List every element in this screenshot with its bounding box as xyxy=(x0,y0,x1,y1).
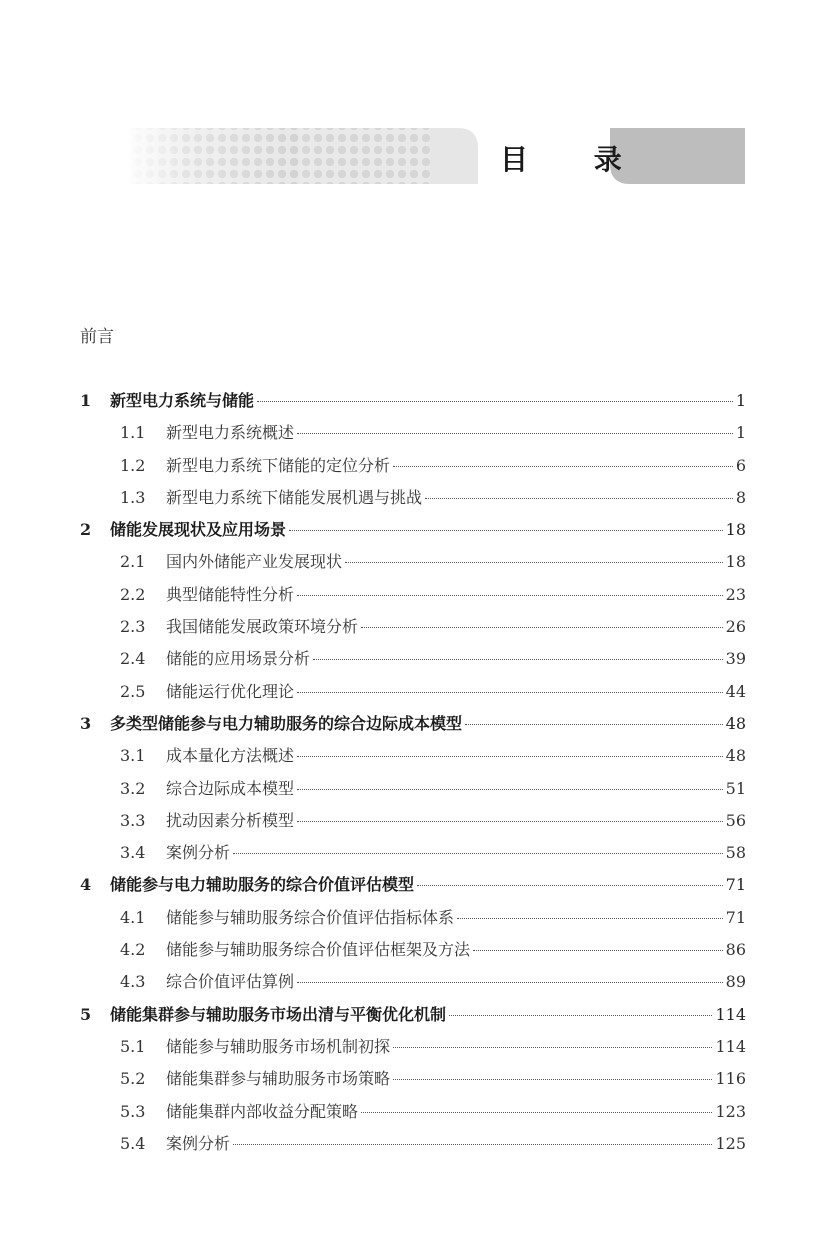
dot-leader xyxy=(297,789,723,790)
section-entry[interactable] xyxy=(80,966,746,998)
chapter-page-number: 114 xyxy=(715,1004,746,1024)
section-title: 新型电力系统下储能发展机遇与挑战 xyxy=(166,487,423,507)
chapter-page-number: 48 xyxy=(725,713,746,733)
chapter-entry[interactable] xyxy=(80,999,746,1031)
chapter-entry[interactable] xyxy=(80,869,746,901)
chapter-number: 4 xyxy=(80,875,92,895)
dot-leader xyxy=(297,756,723,757)
chapter-entry[interactable] xyxy=(80,385,746,417)
section-title: 储能运行优化理论 xyxy=(166,681,295,701)
section-title: 国内外储能产业发展现状 xyxy=(166,552,343,572)
dot-leader xyxy=(297,692,723,693)
section-page-number: 8 xyxy=(735,487,746,507)
section-number: 3.3 xyxy=(120,810,146,830)
dot-leader xyxy=(449,1015,712,1016)
dot-leader xyxy=(393,1079,712,1080)
section-page-number: 18 xyxy=(725,552,746,572)
section-number: 5.3 xyxy=(120,1101,146,1121)
section-entry[interactable] xyxy=(80,773,746,805)
chapter-entry[interactable] xyxy=(80,514,746,546)
section-page-number: 58 xyxy=(725,843,746,863)
dot-leader xyxy=(393,1047,712,1048)
section-entry[interactable] xyxy=(80,805,746,837)
section-number: 2.3 xyxy=(120,617,146,637)
section-title: 成本量化方法概述 xyxy=(166,746,295,766)
section-page-number: 86 xyxy=(725,940,746,960)
section-page-number: 56 xyxy=(725,810,746,830)
decorative-dot-pattern xyxy=(0,0,822,200)
page-title: 目 录 xyxy=(500,143,650,176)
chapter-title: 储能发展现状及应用场景 xyxy=(110,520,287,540)
section-entry[interactable] xyxy=(80,902,746,934)
section-number: 2.1 xyxy=(120,552,146,572)
section-number: 1.1 xyxy=(120,423,146,443)
section-entry[interactable] xyxy=(80,1031,746,1063)
section-title: 储能集群参与辅助服务市场策略 xyxy=(166,1069,391,1089)
dot-leader xyxy=(289,530,723,531)
section-number: 3.2 xyxy=(120,778,146,798)
table-of-contents xyxy=(80,385,746,1160)
section-entry[interactable] xyxy=(80,611,746,643)
chapter-title: 多类型储能参与电力辅助服务的综合边际成本模型 xyxy=(110,713,463,733)
dot-leader xyxy=(457,918,723,919)
section-title: 储能集群内部收益分配策略 xyxy=(166,1101,359,1121)
section-entry[interactable] xyxy=(80,482,746,514)
dot-leader xyxy=(233,853,723,854)
dot-leader xyxy=(393,466,733,467)
section-page-number: 51 xyxy=(725,778,746,798)
section-title: 储能的应用场景分析 xyxy=(166,649,311,669)
dot-leader xyxy=(345,562,723,563)
section-title: 扰动因素分析模型 xyxy=(166,810,295,830)
dot-leader xyxy=(473,950,723,951)
section-page-number: 71 xyxy=(725,907,746,927)
section-page-number: 1 xyxy=(735,423,746,443)
section-number: 2.2 xyxy=(120,584,146,604)
section-title: 综合边际成本模型 xyxy=(166,778,295,798)
section-page-number: 26 xyxy=(725,617,746,637)
section-title: 储能参与辅助服务综合价值评估指标体系 xyxy=(166,907,455,927)
section-entry[interactable] xyxy=(80,1096,746,1128)
section-number: 4.2 xyxy=(120,940,146,960)
section-title: 综合价值评估算例 xyxy=(166,972,295,992)
section-number: 2.5 xyxy=(120,681,146,701)
section-number: 5.4 xyxy=(120,1133,146,1153)
section-page-number: 89 xyxy=(725,972,746,992)
dot-leader xyxy=(425,498,733,499)
chapter-number: 2 xyxy=(80,520,92,540)
section-entry[interactable] xyxy=(80,934,746,966)
section-title: 储能参与辅助服务综合价值评估框架及方法 xyxy=(166,940,471,960)
dot-leader xyxy=(361,627,723,628)
dot-leader xyxy=(361,1112,712,1113)
section-entry[interactable] xyxy=(80,417,746,449)
section-title: 新型电力系统下储能的定位分析 xyxy=(166,455,391,475)
section-number: 3.4 xyxy=(120,843,146,863)
section-page-number: 23 xyxy=(725,584,746,604)
chapter-entry[interactable] xyxy=(80,708,746,740)
section-entry[interactable] xyxy=(80,676,746,708)
section-title: 案例分析 xyxy=(166,1133,231,1153)
section-title: 新型电力系统概述 xyxy=(166,423,295,443)
section-number: 1.2 xyxy=(120,455,146,475)
section-title: 储能参与辅助服务市场机制初探 xyxy=(166,1036,391,1056)
section-number: 2.4 xyxy=(120,649,146,669)
chapter-page-number: 18 xyxy=(725,520,746,540)
dot-leader xyxy=(313,659,723,660)
section-page-number: 44 xyxy=(725,681,746,701)
chapter-page-number: 71 xyxy=(725,875,746,895)
section-entry[interactable] xyxy=(80,837,746,869)
dot-leader xyxy=(297,595,723,596)
section-number: 5.2 xyxy=(120,1069,146,1089)
dot-leader xyxy=(257,401,733,402)
chapter-page-number: 1 xyxy=(735,391,746,410)
section-page-number: 123 xyxy=(715,1101,746,1121)
section-page-number: 39 xyxy=(725,649,746,669)
chapter-number: 1 xyxy=(80,391,92,410)
section-entry[interactable] xyxy=(80,579,746,611)
section-entry[interactable] xyxy=(80,546,746,578)
section-page-number: 6 xyxy=(735,455,746,475)
section-page-number: 114 xyxy=(715,1036,746,1056)
section-number: 4.1 xyxy=(120,907,146,927)
chapter-number: 5 xyxy=(80,1004,92,1024)
dot-leader xyxy=(233,1144,712,1145)
chapter-title: 储能参与电力辅助服务的综合价值评估模型 xyxy=(110,875,415,895)
section-number: 4.3 xyxy=(120,972,146,992)
dot-leader xyxy=(297,433,733,434)
section-entry[interactable] xyxy=(80,450,746,482)
chapter-title: 储能集群参与辅助服务市场出清与平衡优化机制 xyxy=(110,1004,447,1024)
chapter-title: 新型电力系统与储能 xyxy=(110,391,255,410)
dot-leader xyxy=(417,885,723,886)
section-entry[interactable] xyxy=(80,1063,746,1095)
section-entry[interactable] xyxy=(80,740,746,772)
dot-leader xyxy=(465,724,723,725)
section-page-number: 48 xyxy=(725,746,746,766)
header-band xyxy=(0,0,822,200)
section-number: 1.3 xyxy=(120,487,146,507)
section-title: 案例分析 xyxy=(166,843,231,863)
chapter-number: 3 xyxy=(80,713,92,733)
preface-entry: 前言 xyxy=(80,327,114,347)
section-entry[interactable] xyxy=(80,1128,746,1160)
section-page-number: 125 xyxy=(715,1133,746,1153)
section-number: 5.1 xyxy=(120,1036,146,1056)
dot-leader xyxy=(297,982,723,983)
dot-leader xyxy=(297,821,723,822)
section-number: 3.1 xyxy=(120,746,146,766)
section-entry[interactable] xyxy=(80,643,746,675)
section-title: 典型储能特性分析 xyxy=(166,584,295,604)
section-title: 我国储能发展政策环境分析 xyxy=(166,617,359,637)
section-page-number: 116 xyxy=(715,1069,746,1089)
